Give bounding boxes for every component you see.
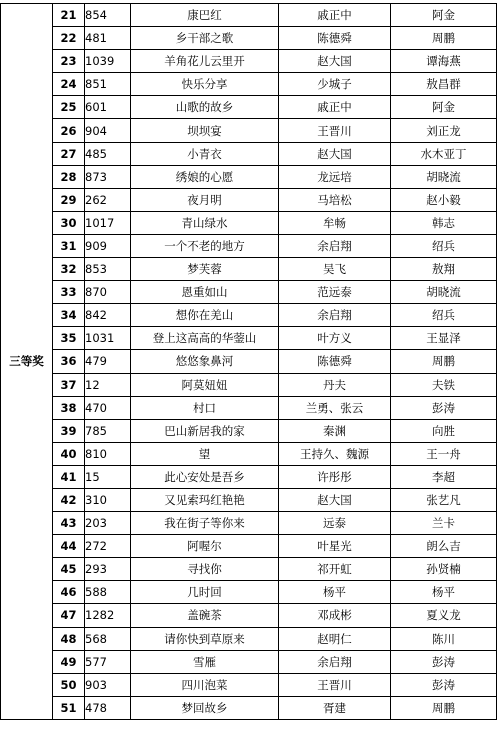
table-row <box>1 234 497 257</box>
table-row <box>1 50 497 73</box>
composer: 朗么吉 <box>391 535 497 558</box>
lyricist: 龙远培 <box>279 165 391 188</box>
composer: 王显泽 <box>391 327 497 350</box>
table-row <box>1 327 497 350</box>
table-row <box>1 4 497 27</box>
lyricist: 赵大国 <box>279 50 391 73</box>
entry-code: 485 <box>85 142 131 165</box>
table-row <box>1 396 497 419</box>
table-row <box>1 188 497 211</box>
entry-code: 15 <box>85 465 131 488</box>
song-title: 一个不老的地方 <box>131 234 279 257</box>
row-number: 49 <box>53 650 85 673</box>
lyricist: 牟畅 <box>279 211 391 234</box>
song-title: 盖碗茶 <box>131 604 279 627</box>
table-row <box>1 650 497 673</box>
composer: 夏义龙 <box>391 604 497 627</box>
table-row <box>1 258 497 281</box>
row-number: 46 <box>53 581 85 604</box>
song-title: 雪雁 <box>131 650 279 673</box>
composer: 兰卡 <box>391 512 497 535</box>
table-row <box>1 165 497 188</box>
entry-code: 904 <box>85 119 131 142</box>
lyricist: 邓成彬 <box>279 604 391 627</box>
lyricist: 叶星光 <box>279 535 391 558</box>
table-row <box>1 304 497 327</box>
lyricist: 戚正中 <box>279 96 391 119</box>
table-row <box>1 627 497 650</box>
composer: 敖翔 <box>391 258 497 281</box>
entry-code: 262 <box>85 188 131 211</box>
table-row <box>1 211 497 234</box>
table-row <box>1 535 497 558</box>
entry-code: 1039 <box>85 50 131 73</box>
entry-code: 785 <box>85 419 131 442</box>
table-row <box>1 373 497 396</box>
table-row <box>1 350 497 373</box>
row-number: 32 <box>53 258 85 281</box>
composer: 张艺凡 <box>391 488 497 511</box>
song-title: 夜月明 <box>131 188 279 211</box>
song-title: 登上这高高的华蓥山 <box>131 327 279 350</box>
lyricist: 叶方义 <box>279 327 391 350</box>
lyricist: 陈德舜 <box>279 350 391 373</box>
row-number: 30 <box>53 211 85 234</box>
song-title: 羊角花儿云里开 <box>131 50 279 73</box>
row-number: 27 <box>53 142 85 165</box>
song-title: 山歌的故乡 <box>131 96 279 119</box>
row-number: 33 <box>53 281 85 304</box>
lyricist: 秦渊 <box>279 419 391 442</box>
composer: 绍兵 <box>391 304 497 327</box>
row-number: 41 <box>53 465 85 488</box>
table-row <box>1 558 497 581</box>
song-title: 乡干部之歌 <box>131 27 279 50</box>
entry-code: 873 <box>85 165 131 188</box>
awards-table-body <box>1 4 497 720</box>
table-row <box>1 488 497 511</box>
song-title: 想你在羌山 <box>131 304 279 327</box>
composer: 阿金 <box>391 96 497 119</box>
table-row <box>1 27 497 50</box>
entry-code: 870 <box>85 281 131 304</box>
entry-code: 272 <box>85 535 131 558</box>
row-number: 28 <box>53 165 85 188</box>
composer: 韩志 <box>391 211 497 234</box>
entry-code: 810 <box>85 442 131 465</box>
lyricist: 马培松 <box>279 188 391 211</box>
song-title: 又见索玛红艳艳 <box>131 488 279 511</box>
entry-code: 1017 <box>85 211 131 234</box>
lyricist: 范远泰 <box>279 281 391 304</box>
composer: 王一舟 <box>391 442 497 465</box>
composer: 周鹏 <box>391 27 497 50</box>
row-number: 26 <box>53 119 85 142</box>
entry-code: 12 <box>85 373 131 396</box>
entry-code: 842 <box>85 304 131 327</box>
lyricist: 陈德舜 <box>279 27 391 50</box>
row-number: 23 <box>53 50 85 73</box>
row-number: 29 <box>53 188 85 211</box>
composer: 孙贤楠 <box>391 558 497 581</box>
row-number: 47 <box>53 604 85 627</box>
lyricist: 余启翔 <box>279 650 391 673</box>
entry-code: 470 <box>85 396 131 419</box>
row-number: 42 <box>53 488 85 511</box>
row-number: 40 <box>53 442 85 465</box>
entry-code: 310 <box>85 488 131 511</box>
entry-code: 854 <box>85 4 131 27</box>
entry-code: 909 <box>85 234 131 257</box>
row-number: 34 <box>53 304 85 327</box>
composer: 谭海燕 <box>391 50 497 73</box>
row-number: 44 <box>53 535 85 558</box>
song-title: 几时回 <box>131 581 279 604</box>
composer: 阿金 <box>391 4 497 27</box>
table-row <box>1 442 497 465</box>
song-title: 村口 <box>131 396 279 419</box>
row-number: 48 <box>53 627 85 650</box>
entry-code: 568 <box>85 627 131 650</box>
row-number: 21 <box>53 4 85 27</box>
row-number: 31 <box>53 234 85 257</box>
table-row <box>1 419 497 442</box>
composer: 周鹏 <box>391 696 497 719</box>
composer: 夫铁 <box>391 373 497 396</box>
lyricist: 赵明仁 <box>279 627 391 650</box>
song-title: 巴山新居我的家 <box>131 419 279 442</box>
entry-code: 903 <box>85 673 131 696</box>
song-title: 我在街子等你来 <box>131 512 279 535</box>
song-title: 四川泡菜 <box>131 673 279 696</box>
row-number: 22 <box>53 27 85 50</box>
entry-code: 851 <box>85 73 131 96</box>
row-number: 24 <box>53 73 85 96</box>
entry-code: 481 <box>85 27 131 50</box>
row-number: 37 <box>53 373 85 396</box>
awards-table <box>0 3 497 720</box>
composer: 敖昌群 <box>391 73 497 96</box>
composer: 周鹏 <box>391 350 497 373</box>
song-title: 坝坝宴 <box>131 119 279 142</box>
composer: 彭涛 <box>391 650 497 673</box>
lyricist: 王晋川 <box>279 673 391 696</box>
table-row <box>1 581 497 604</box>
row-number: 51 <box>53 696 85 719</box>
lyricist: 余启翔 <box>279 304 391 327</box>
lyricist: 胥建 <box>279 696 391 719</box>
row-number: 38 <box>53 396 85 419</box>
song-title: 望 <box>131 442 279 465</box>
entry-code: 577 <box>85 650 131 673</box>
lyricist: 王持久、魏源 <box>279 442 391 465</box>
table-row <box>1 604 497 627</box>
lyricist: 赵大国 <box>279 142 391 165</box>
composer: 向胜 <box>391 419 497 442</box>
table-row <box>1 119 497 142</box>
song-title: 梦回故乡 <box>131 696 279 719</box>
lyricist: 余启翔 <box>279 234 391 257</box>
composer: 胡晓流 <box>391 281 497 304</box>
entry-code: 853 <box>85 258 131 281</box>
award-category: 三等奖 <box>1 4 53 720</box>
row-number: 43 <box>53 512 85 535</box>
composer: 绍兵 <box>391 234 497 257</box>
song-title: 恩重如山 <box>131 281 279 304</box>
song-title: 绣娘的心愿 <box>131 165 279 188</box>
lyricist: 兰勇、张云 <box>279 396 391 419</box>
entry-code: 1031 <box>85 327 131 350</box>
entry-code: 203 <box>85 512 131 535</box>
table-row <box>1 673 497 696</box>
song-title: 康巴红 <box>131 4 279 27</box>
table-row <box>1 696 497 719</box>
entry-code: 601 <box>85 96 131 119</box>
table-row <box>1 96 497 119</box>
composer: 水木亚丁 <box>391 142 497 165</box>
table-row <box>1 73 497 96</box>
song-title: 阿喔尔 <box>131 535 279 558</box>
song-title: 阿莫妞妞 <box>131 373 279 396</box>
lyricist: 许彤彤 <box>279 465 391 488</box>
row-number: 36 <box>53 350 85 373</box>
table-row <box>1 142 497 165</box>
lyricist: 远泰 <box>279 512 391 535</box>
composer: 赵小毅 <box>391 188 497 211</box>
lyricist: 祁开虹 <box>279 558 391 581</box>
lyricist: 赵大国 <box>279 488 391 511</box>
composer: 杨平 <box>391 581 497 604</box>
song-title: 请你快到草原来 <box>131 627 279 650</box>
song-title: 青山绿水 <box>131 211 279 234</box>
entry-code: 479 <box>85 350 131 373</box>
table-row <box>1 281 497 304</box>
row-number: 39 <box>53 419 85 442</box>
song-title: 此心安处是吾乡 <box>131 465 279 488</box>
composer: 彭涛 <box>391 396 497 419</box>
song-title: 寻找你 <box>131 558 279 581</box>
table-row <box>1 512 497 535</box>
row-number: 25 <box>53 96 85 119</box>
composer: 胡晓流 <box>391 165 497 188</box>
lyricist: 丹夫 <box>279 373 391 396</box>
row-number: 35 <box>53 327 85 350</box>
lyricist: 杨平 <box>279 581 391 604</box>
song-title: 小青衣 <box>131 142 279 165</box>
composer: 陈川 <box>391 627 497 650</box>
entry-code: 478 <box>85 696 131 719</box>
song-title: 梦芙蓉 <box>131 258 279 281</box>
song-title: 悠悠象鼻河 <box>131 350 279 373</box>
lyricist: 王晋川 <box>279 119 391 142</box>
composer: 彭涛 <box>391 673 497 696</box>
lyricist: 吴飞 <box>279 258 391 281</box>
lyricist: 少城子 <box>279 73 391 96</box>
row-number: 50 <box>53 673 85 696</box>
row-number: 45 <box>53 558 85 581</box>
song-title: 快乐分享 <box>131 73 279 96</box>
composer: 刘正龙 <box>391 119 497 142</box>
lyricist: 戚正中 <box>279 4 391 27</box>
composer: 李超 <box>391 465 497 488</box>
table-row <box>1 465 497 488</box>
entry-code: 293 <box>85 558 131 581</box>
entry-code: 588 <box>85 581 131 604</box>
entry-code: 1282 <box>85 604 131 627</box>
